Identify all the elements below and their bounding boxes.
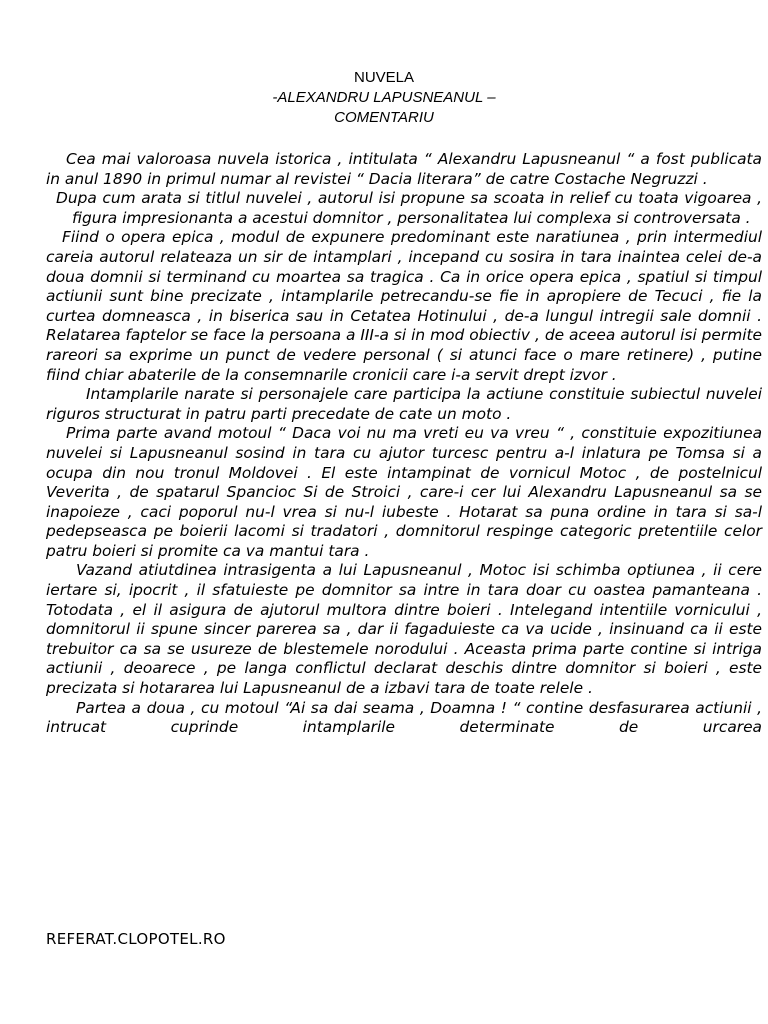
paragraph-structure: Intamplarile narate si personajele care participa la actiune constituie subiectul nuvelei riguros structurat in patru parti precedate de cate un moto .	[46, 385, 762, 423]
document-header	[0, 68, 768, 128]
paragraph-title-meaning: Dupa cum arata si titlul nuvelei , autorul isi propune sa scoata in relief cu toata vigoarea , figura impresionanta a acestui domnitor , personalitatea lui complexa si controversata .	[56, 189, 762, 227]
document-body	[46, 150, 762, 738]
paragraph-intro: Cea mai valoroasa nuvela istorica , intitulata “ Alexandru Lapusneanul “ a fost publicata in anul 1890 in primul numar al revistei “ Dacia literara” de catre Costache Negruzzi .	[46, 150, 762, 188]
paragraph-narration: Fiind o opera epica , modul de expunere predominant este naratiunea , prin intermediul careia autorul relateaza un sir de intamplari , incepand cu sosira in tara inaintea celei de-a doua domnii si terminand cu moartea sa tragica . Ca in orice opera epica , spatiul si timpul actiunii sunt bine precizate , intamplarile petrecandu-se fie in apropiere de Tecuci , fie la curtea domneasca , in biserica sau in Cetatea Hotinului , de-a lungul intregii sale domnii . Relatarea faptelor se face la persoana a III-a si in mod obiectiv , de aceea autorul isi permite rareori sa exprime un punct de vedere personal ( si atunci face o mare retinere) , putine fiind chiar abaterile de la consemnarile cronicii care i-a servit drept izvor .	[46, 228, 762, 384]
genre-heading: NUVELA	[353, 69, 415, 86]
title-heading: -ALEXANDRU LAPUSNEANUL –	[272, 89, 496, 106]
paragraph-part-one: Prima parte avand motoul “ Daca voi nu ma vreti eu va vreu “ , constituie expozitiunea nuvelei si Lapusneanul sosind in tara cu ajutor turcesc pentru a-l inlatura pe Tomsa si a ocupa din nou tronul Moldovei . El este intampinat de vornicul Motoc , de postelnicul Veverita , de spatarul Spancioc Si de Stroici , care-i cer lui Alexandru Lapusneanul sa se inapoieze , caci poporul nu-l vrea si nu-l iubeste . Hotarat sa puna ordine in tara si sa-l pedepseasca pe boierii lacomi si tradatori , domnitorul respinge categoric pretentiile celor patru boieri si promite ca va mantui tara .	[46, 424, 762, 560]
paragraph-motoc: Vazand atiutdinea intrasigenta a lui Lapusneanul , Motoc isi schimba optiunea , ii cere iertare si, ipocrit , il sfatuieste pe domnitor sa intre in tara doar cu oastea pamanteana . Totodata , el il asigura de ajutorul multora dintre boieri . Intelegand intentiile vornicului , domnitorul ii spune sincer parerea sa , dar ii fagaduieste ca va ucide , insinuand ca ii este trebuitor ca sa se usureze de blestemele norodului . Aceasta prima parte contine si intriga actiunii , deoarece , pe langa conflictul declarat deschis dintre domnitor si boieri , este precizata si hotararea lui Lapusneanul de a izbavi tara de toate relele .	[46, 561, 762, 698]
subtitle-heading: COMENTARIU	[334, 109, 434, 126]
source-footer: REFERAT.CLOPOTEL.RO	[46, 930, 226, 948]
paragraph-part-two: Partea a doua , cu motoul “Ai sa dai seama , Doamna ! “ contine desfasurarea actiunii , intrucat cuprinde intamplarile determinate de urcarea	[46, 698, 762, 737]
